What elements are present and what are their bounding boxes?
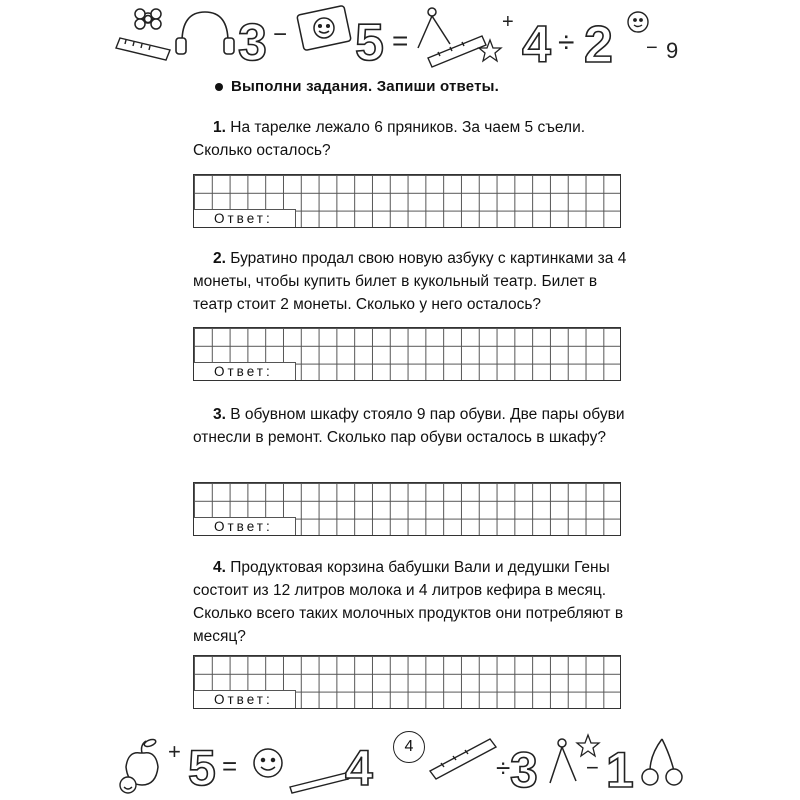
smiley-icon <box>254 749 282 777</box>
task-number: 2. <box>213 250 226 267</box>
smiley-icon <box>120 777 136 793</box>
footer-digit-5: 5 <box>188 740 216 795</box>
flower-icon <box>135 9 161 29</box>
answer-grid-1[interactable] <box>193 174 621 228</box>
ruler-icon <box>428 36 486 67</box>
header-divide-symbol: ÷ <box>558 26 575 59</box>
banknote-smiley-icon <box>297 5 351 50</box>
header-plus-symbol: + <box>502 11 514 33</box>
footer-plus-symbol: + <box>168 739 181 764</box>
answer-grid-2[interactable] <box>193 327 621 381</box>
task-text: Продуктовая корзина бабушки Вали и дедушки Гены состоит из 12 литров молока и 4 литров кефира в месяц. Сколько всего таких молочных продуктов они потребляют в месяц? <box>193 559 624 645</box>
task-4 <box>193 556 633 648</box>
task-number: 4. <box>213 559 226 576</box>
instructions-heading <box>215 78 499 95</box>
answer-label: Ответ: <box>194 362 296 380</box>
cherries-icon <box>642 739 682 785</box>
header-doodles <box>110 0 690 70</box>
footer-divide-symbol: ÷ <box>496 753 511 783</box>
task-1 <box>193 116 633 162</box>
answer-label: Ответ: <box>194 517 296 535</box>
star-icon <box>577 735 599 756</box>
compass-icon <box>418 8 450 48</box>
footer-digit-4: 4 <box>345 740 373 795</box>
header-digit-3: 3 <box>238 14 267 70</box>
task-text: На тарелке лежало 6 пряников. За чаем 5 съели. Сколько осталось? <box>193 119 586 159</box>
footer-digit-3: 3 <box>510 742 538 795</box>
header-digit-5: 5 <box>355 14 384 70</box>
header-digit-4: 4 <box>522 16 551 70</box>
headphones-icon <box>176 12 234 54</box>
header-equals-symbol: = <box>392 25 409 56</box>
answer-grid-4[interactable] <box>193 655 621 709</box>
compass-icon <box>550 739 576 783</box>
task-number: 3. <box>213 406 226 423</box>
footer-digit-1: 1 <box>606 742 634 795</box>
header-minus-symbol-2: − <box>646 37 658 59</box>
sun-smiley-icon <box>628 12 648 32</box>
ruler-icon <box>116 38 170 60</box>
header-digit-9: 9 <box>666 38 679 63</box>
header-minus-symbol: − <box>273 21 288 48</box>
heading-text: Выполни задания. Запиши ответы. <box>231 78 500 95</box>
task-2 <box>193 247 633 316</box>
header-decoration <box>110 0 690 70</box>
task-text: В обувном шкафу стояло 9 пар обуви. Две пары обуви отнесли в ремонт. Сколько пар обуви осталось в шкафу? <box>193 406 625 446</box>
page-number: 4 <box>393 731 425 763</box>
task-3 <box>193 403 633 449</box>
task-text: Буратино продал свою новую азбуку с картинками за 4 монеты, чтобы купить билет в кукольный театр. Билет в театр стоит 2 монеты. Сколько у него осталось? <box>193 250 627 313</box>
ruler-icon <box>430 739 496 779</box>
bullet-icon <box>215 83 223 91</box>
footer-minus-symbol: − <box>586 755 599 780</box>
answer-grid-3[interactable] <box>193 482 621 536</box>
answer-label: Ответ: <box>194 690 296 708</box>
header-digit-2: 2 <box>584 16 613 70</box>
answer-label: Ответ: <box>194 209 296 227</box>
footer-equals-symbol: = <box>222 751 238 781</box>
task-number: 1. <box>213 119 226 136</box>
